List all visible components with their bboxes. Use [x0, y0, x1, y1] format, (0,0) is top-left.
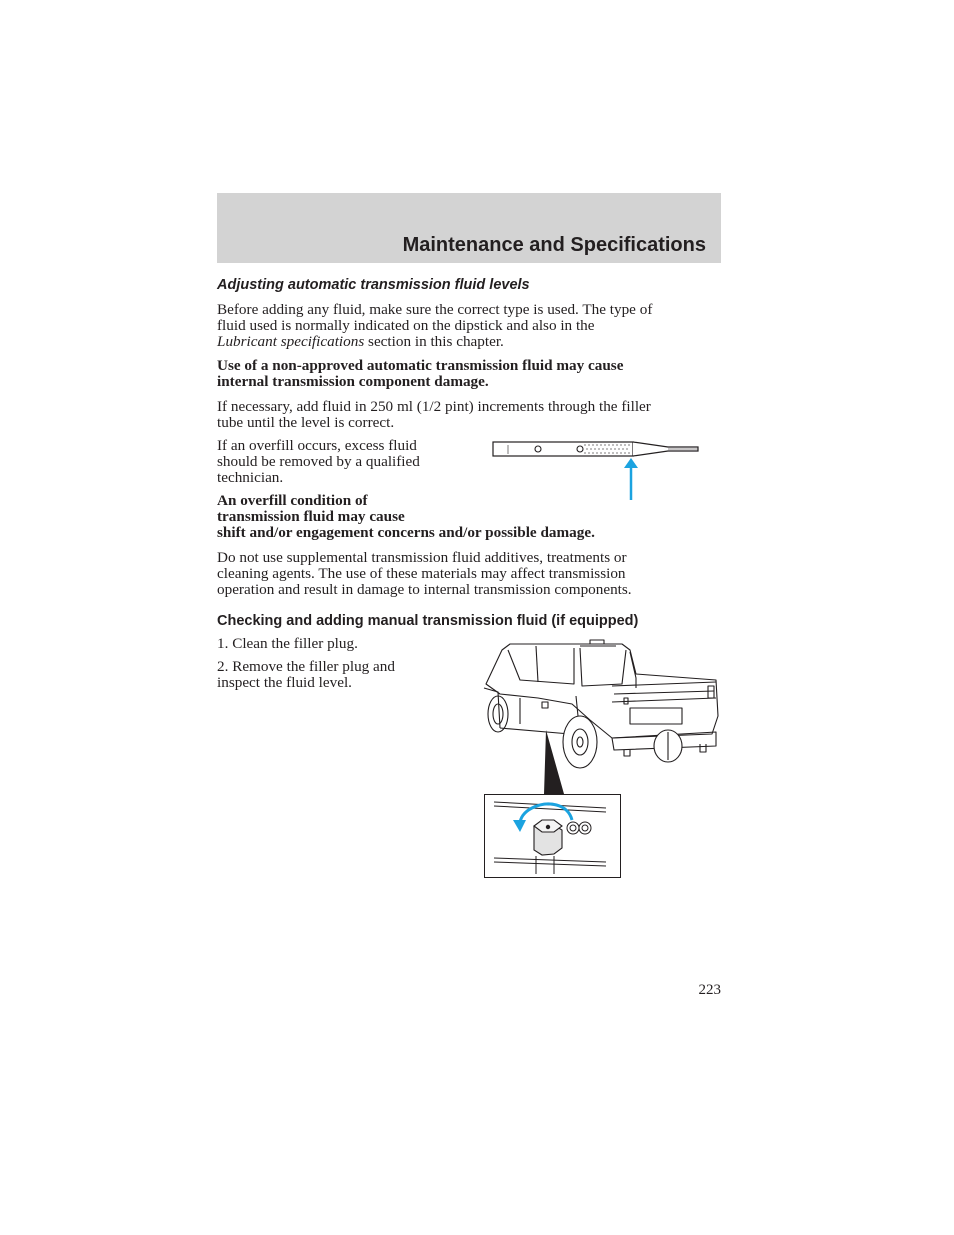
text-line: 1. Clean the filler plug.: [217, 635, 358, 652]
step-clean-plug: [217, 636, 358, 652]
text-line: cleaning agents. The use of these materials may affect transmission: [217, 565, 626, 582]
text-line: Before adding any fluid, make sure the correct type is used. The type of: [217, 301, 653, 318]
text-line: 2. Remove the filler plug and: [217, 658, 395, 675]
text-line: An overfill condition of: [217, 492, 368, 509]
text-line: fluid used is normally indicated on the dipstick and also in the: [217, 317, 595, 334]
section-heading-manual: Checking and adding manual transmission fluid (if equipped): [217, 613, 639, 629]
text-line: inspect the fluid level.: [217, 674, 352, 691]
text-line: [217, 334, 652, 350]
section-heading-automatic: Adjusting automatic transmission fluid levels: [217, 277, 530, 293]
text-line: shift and/or engagement concerns and/or possible damage.: [217, 524, 595, 541]
text-fragment: section in this chapter.: [364, 333, 504, 350]
text-line: operation and result in damage to internal transmission components.: [217, 581, 632, 598]
pickup-truck-illustration-icon: [480, 636, 722, 880]
text-line: Do not use supplemental transmission fluid additives, treatments or: [217, 549, 627, 566]
text-line: If necessary, add fluid in 250 ml (1/2 pint) increments through the filler: [217, 398, 651, 415]
text-line: If an overfill occurs, excess fluid: [217, 437, 417, 454]
text-line: internal transmission component damage.: [217, 373, 489, 390]
paragraph-add-fluid: [217, 399, 651, 431]
warning-non-approved-fluid: [217, 358, 623, 390]
text-line: tube until the level is correct.: [217, 414, 395, 431]
header-band: [217, 193, 721, 263]
page-header-title: Maintenance and Specifications: [402, 234, 706, 256]
text-line: technician.: [217, 469, 284, 486]
warning-overfill: [217, 493, 595, 541]
text-line: Use of a non-approved automatic transmission fluid may cause: [217, 357, 624, 374]
paragraph-fluid-type: [217, 302, 652, 350]
text-line: should be removed by a qualified: [217, 453, 420, 470]
text-line: transmission fluid may cause: [217, 508, 405, 525]
page-number: 223: [698, 982, 721, 998]
paragraph-overfill: [217, 438, 420, 486]
lubricant-spec-reference: Lubricant specifications: [217, 333, 365, 350]
step-remove-plug: [217, 659, 395, 691]
paragraph-no-additives: [217, 550, 632, 598]
